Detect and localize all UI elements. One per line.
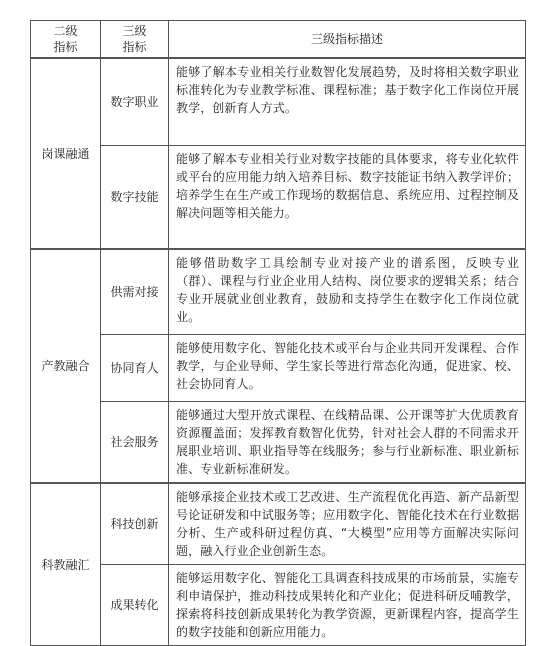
table-row [31,146,526,250]
table-header-row [31,21,526,59]
header-level2-line1: 二级 [53,24,78,38]
level3-cell: 数字技能 [101,146,169,250]
description-cell: 能够运用数字化、智能化工具调查科技成果的市场前景，实施专利申请保护，推动科技成果转化和产业化；促进科研反哺教学，探索将科技创新成果转化为教学资源，更新课程内容，提高学生的数字技能和创新应用能力。 [169,565,526,646]
level3-cell: 科技创新 [101,483,169,565]
table-row [31,402,526,484]
description-cell: 能够使用数字化、智能化技术或平台与企业共同开发课程、合作教学，与企业导师、学生家长等进行常态化沟通，促进家、校、社会协同育人。 [169,335,526,402]
header-level2-line2: 指标 [53,40,78,54]
level3-cell: 成果转化 [101,565,169,646]
level2-cell: 产教融合 [31,249,101,483]
level3-cell: 社会服务 [101,402,169,484]
level3-cell: 协同育人 [101,335,169,402]
description-cell: 能够了解本专业相关行业数智化发展趋势，及时将相关数字职业标准转化为专业教学标准、课程标准；基于数字化工作岗位开展教学，创新育人方式。 [169,58,526,146]
header-level3-line1: 三级 [122,24,147,38]
level2-cell: 科教融汇 [31,483,101,646]
table-row [31,565,526,646]
level2-cell: 岗课融通 [31,58,101,249]
header-level3-line2: 指标 [122,40,147,54]
table-row [31,249,526,335]
indicator-table [30,20,526,646]
header-level3 [101,21,169,59]
table-row [31,335,526,402]
table-row [31,483,526,565]
level3-cell: 数字职业 [101,58,169,146]
description-cell: 能够了解本专业相关行业对数字技能的具体要求，将专业化软件或平台的应用能力纳入培养目标、数字技能证书纳入教学评价；培养学生在生产或工作现场的数据信息、系统应用、过程控制及解决问题等相关能力。 [169,146,526,250]
table-row [31,58,526,146]
header-description: 三级指标描述 [169,21,526,59]
level3-cell: 供需对接 [101,249,169,335]
header-level2 [31,21,101,59]
description-cell: 能够承接企业技术或工艺改进、生产流程优化再造、新产品新型号论证研发和中试服务等；应用数字化、智能化技术在行业数据分析、生产或科研过程仿真、“大模型”应用等方面解决实际问题，融入行业企业创新生态。 [169,483,526,565]
description-cell: 能够通过大型开放式课程、在线精品课、公开课等扩大优质教育资源覆盖面；发挥教育数智化优势，针对社会人群的不同需求开展职业培训、职业指导等在线服务；参与行业新标准、职业新标准、专业新标准研发。 [169,402,526,484]
indicator-table-container [30,20,525,646]
description-cell: 能够借助数字工具绘制专业对接产业的谱系图，反映专业（群）、课程与行业企业用人结构、岗位要求的逻辑关系；结合专业开展就业创业教育，鼓励和支持学生在数字化工作岗位就业。 [169,249,526,335]
